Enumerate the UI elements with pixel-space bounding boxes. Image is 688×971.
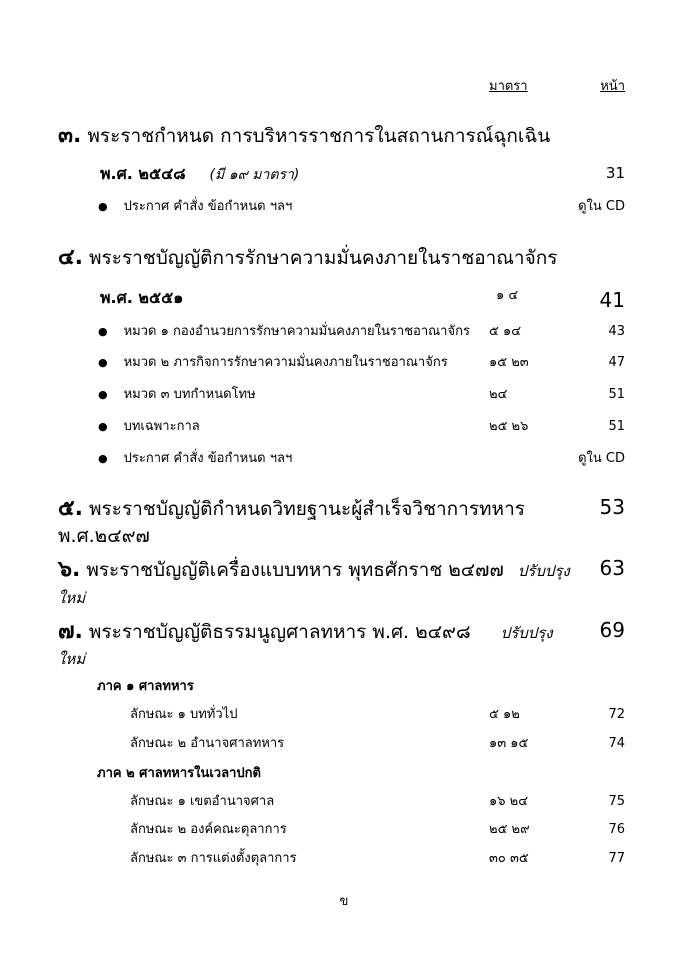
page-number: 51 <box>608 419 625 434</box>
footer-page-label: ข <box>339 893 349 909</box>
page-number: 51 <box>608 387 625 402</box>
toc-bullet-item <box>0 380 625 412</box>
page-number: 72 <box>608 706 625 722</box>
toc-chapter <box>0 815 625 844</box>
toc-bullet-item <box>0 348 625 380</box>
section-title: พระราชบัญญัติการรักษาความมั่นคงภายในราชอาณาจักร <box>89 247 558 269</box>
item-label: ● หมวด ๒ ภารกิจการรักษาความมั่นคงภายในราชอาณาจักร <box>0 348 489 372</box>
note: ปรับปรุงใหม่ <box>58 623 553 669</box>
section-number: ๗. <box>58 618 83 644</box>
page-number: 74 <box>608 735 625 751</box>
note: (มี ๑๙ มาตรา) <box>209 167 300 183</box>
sections-range: ๕ ๑๔ <box>489 324 522 339</box>
page-number: 76 <box>608 821 625 837</box>
page-footer <box>0 887 688 911</box>
toc-bullet-item <box>0 412 625 444</box>
toc-entry <box>0 157 625 192</box>
sections-range: ๒๕ ๒๙ <box>489 821 530 837</box>
sections-column-header: มาตรา <box>489 79 528 94</box>
chapter-label: ลักษณะ ๒ อำนาจศาลทหาร <box>130 735 285 751</box>
toc-entry <box>0 281 625 317</box>
page-number: ดูใน CD <box>578 451 625 466</box>
toc-section-5 <box>0 488 625 549</box>
section-title: พระราชบัญญัติธรรมนูญศาลทหาร พ.ศ. ๒๔๙๘ <box>88 620 471 643</box>
item-label: ● หมวด ๑ กองอำนวยการรักษาความมั่นคงภายในราชอาณาจักร <box>0 317 489 341</box>
page-number: 69 <box>599 617 625 642</box>
page-number: 47 <box>608 355 625 370</box>
part-label: ภาค ๑ ศาลทหาร <box>97 678 194 694</box>
page-number: 63 <box>599 556 625 581</box>
item-label: ● บทเฉพาะกาล <box>0 412 489 436</box>
sections-range: ๕ ๑๒ <box>489 706 520 722</box>
chapter-label: ลักษณะ ๓ การแต่งตั้งตุลาการ <box>130 850 297 866</box>
section-number: ๕. <box>58 496 84 521</box>
sections-range: ๑๖ ๒๔ <box>489 793 529 809</box>
item-label: ● ประกาศ คำสั่ง ข้อกำหนด ฯลฯ <box>0 444 563 468</box>
sections-range: ๑๕ ๒๓ <box>489 355 529 370</box>
section-title: พระราชบัญญัติกำหนดวิทยฐานะผู้สำเร็จวิชาการทหาร พ.ศ.๒๔๙๗ <box>58 498 525 547</box>
item-label: ● หมวด ๓ บทกำหนดโทษ <box>0 380 489 404</box>
page-number: 43 <box>608 324 625 339</box>
toc-section-7 <box>0 611 625 672</box>
section-title: พระราชกำหนด การบริหารราชการในสถานการณ์ฉุกเฉิน <box>87 125 551 147</box>
page-number: 77 <box>608 850 625 866</box>
column-headers <box>0 72 625 115</box>
toc-bullet-item <box>0 192 625 237</box>
page-number: 31 <box>605 164 625 182</box>
page-number: 75 <box>608 793 625 809</box>
sections-range: ๑๓ ๑๕ <box>489 735 529 751</box>
toc-chapter <box>0 844 625 887</box>
page-number: 53 <box>599 495 625 519</box>
sections-range: ๒๔ <box>489 387 508 402</box>
sections-range: ๓๐ ๓๕ <box>489 850 529 866</box>
section-number: ๔. <box>58 245 84 270</box>
page-number: ดูใน CD <box>578 199 625 214</box>
chapter-label: ลักษณะ ๑ บททั่วไป <box>130 706 238 722</box>
page-number: 41 <box>599 288 625 312</box>
year: พ.ศ. ๒๕๕๑ <box>100 288 184 307</box>
toc-chapter <box>0 729 625 759</box>
toc-section-3 <box>0 115 625 157</box>
toc-section-6 <box>0 549 625 610</box>
section-title: พระราชบัญญัติเครื่องแบบทหาร พุทธศักราช ๒๔๗๗ <box>86 559 504 582</box>
chapter-label: ลักษณะ ๒ องค์คณะตุลาการ <box>130 821 287 837</box>
item-label: ● ประกาศ คำสั่ง ข้อกำหนด ฯลฯ <box>0 192 563 216</box>
toc-bullet-item <box>0 317 625 348</box>
chapter-label: ลักษณะ ๑ เขตอำนาจศาล <box>130 793 275 809</box>
year: พ.ศ. ๒๕๔๘ <box>100 164 186 183</box>
sections-range: ๑ ๔ <box>496 288 519 303</box>
note: ปรับปรุงใหม่ <box>58 562 570 608</box>
section-number: ๓. <box>58 123 82 148</box>
sections-range: ๒๕ ๒๖ <box>489 419 529 434</box>
toc-bullet-item <box>0 444 625 488</box>
section-number: ๖. <box>58 557 81 583</box>
page-column-header: หน้า <box>600 79 625 94</box>
toc-section-4 <box>0 237 625 281</box>
toc-chapter <box>0 700 625 729</box>
toc-part <box>0 672 625 700</box>
toc-chapter <box>0 787 625 815</box>
toc-part <box>0 759 625 787</box>
part-label: ภาค ๒ ศาลทหารในเวลาปกติ <box>97 765 261 781</box>
